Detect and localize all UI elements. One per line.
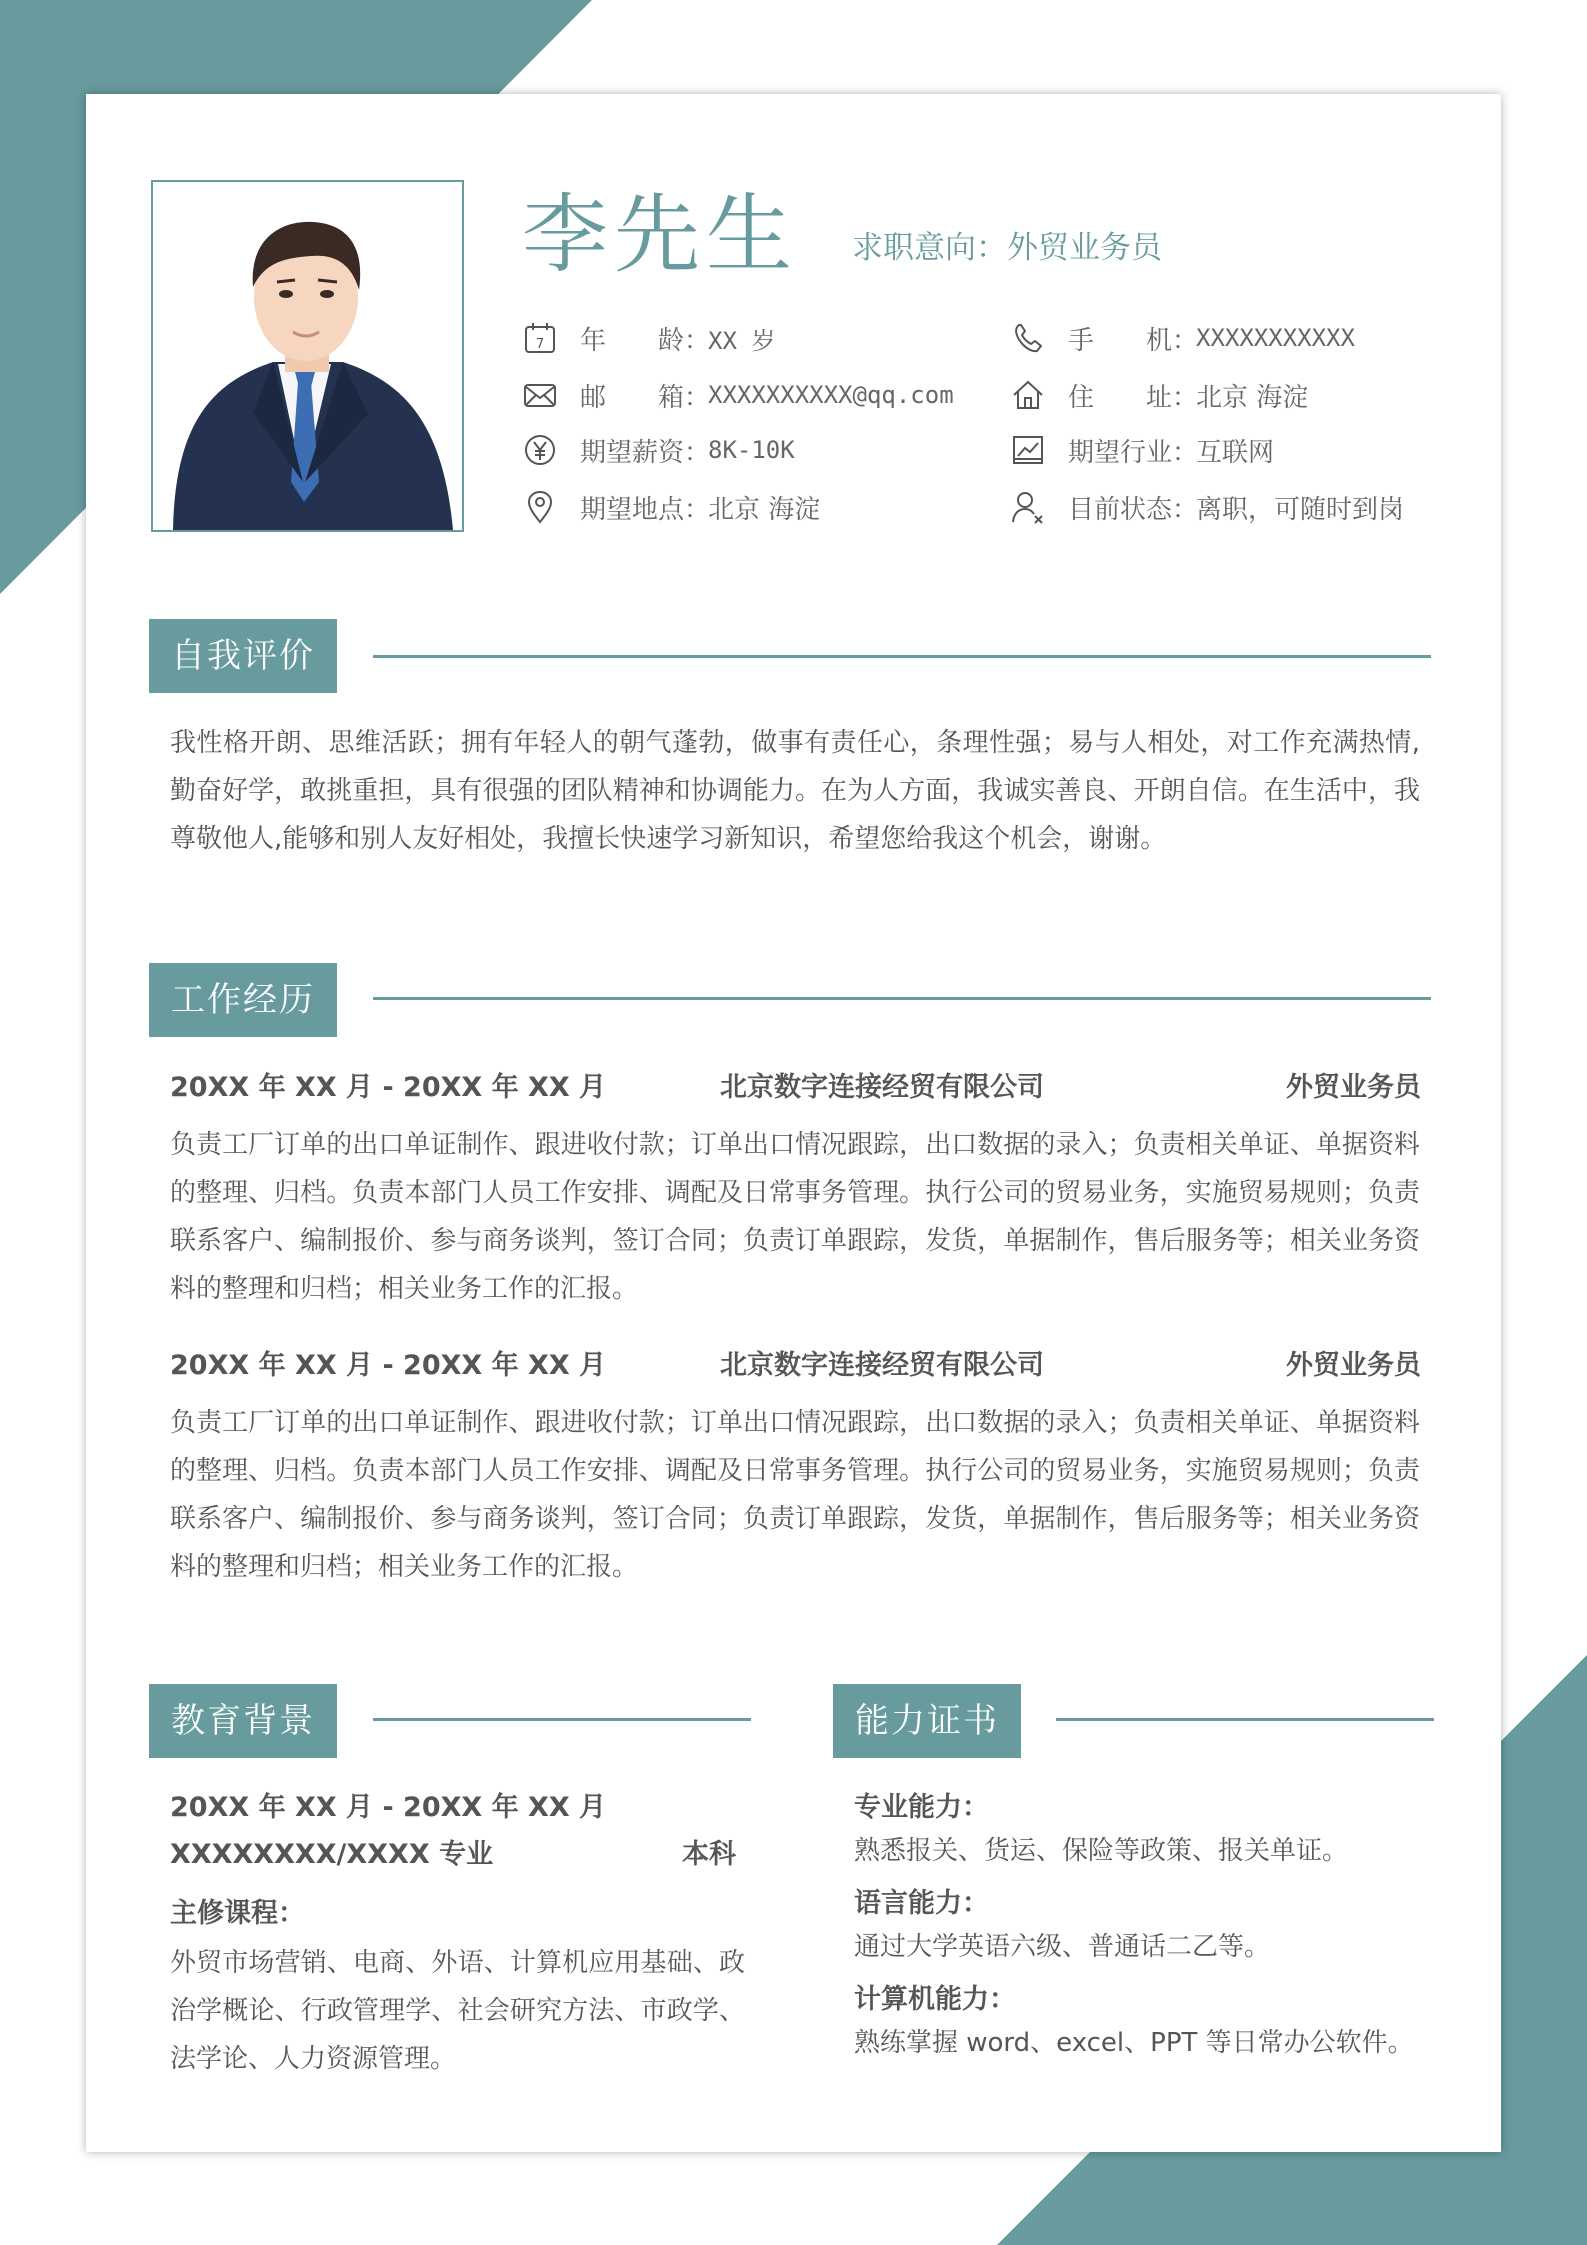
education-header: 教育背景 <box>149 1684 337 1758</box>
skills-header: 能力证书 <box>833 1684 1021 1758</box>
job-intent-value: 外贸业务员 <box>1007 230 1162 266</box>
education-period: 20XX 年 XX 月 - 20XX 年 XX 月 <box>170 1792 607 1823</box>
info-address <box>1010 375 1308 415</box>
self-eval-header: 自我评价 <box>149 619 337 693</box>
education-divider <box>373 1718 751 1721</box>
info-status-value: 离职，可随时到岗 <box>1196 494 1405 525</box>
work-2-desc: 负责工厂订单的出口单证制作、跟进收付款；订单出口情况跟踪，出口数据的录入；负责相关单证、单据资料的整理、归档。负责本部门人员工作安排、调配及日常事务管理。执行公司的贸易业务，实施贸易规则；负责联系客户、编制报价、参与商务谈判，签订合同；负责订单跟踪，发货，单据制作，售后服务等；相关业务资料的整理和归档；相关业务工作的汇报。 <box>170 1408 1420 1582</box>
skill-computer-label: 计算机能力： <box>854 1984 1016 2015</box>
info-address-value: 北京 海淀 <box>1196 382 1309 413</box>
info-email-label: 邮 箱： <box>580 382 711 413</box>
info-age-value: XX 岁 <box>708 326 776 355</box>
home-icon <box>1010 377 1046 413</box>
info-status-label: 目前状态： <box>1068 494 1199 525</box>
yen-icon <box>522 432 558 468</box>
user-status-icon <box>1010 489 1046 525</box>
work-header: 工作经历 <box>149 963 337 1037</box>
profile-photo <box>151 180 464 532</box>
info-email-value: XXXXXXXXXX@qq.com <box>708 381 954 409</box>
info-age <box>522 318 775 358</box>
self-eval-text: 我性格开朗、思维活跃；拥有年轻人的朝气蓬勃，做事有责任心，条理性强；易与人相处，对工作充满热情,勤奋好学，敢挑重担，具有很强的团队精神和协调能力。在为人方面，我诚实善良、开朗自信。在生活中，我尊敬他人,能够和别人友好相处，我擅长快速学习新知识，希望您给我这个机会，谢谢。 <box>170 728 1420 854</box>
education-courses: 外贸市场营销、电商、外语、计算机应用基础、政治学概论、行政管理学、社会研究方法、市政学、法学论、人力资源管理。 <box>170 1948 745 2074</box>
avatar <box>153 182 462 530</box>
job-intent-label: 求职意向： <box>852 230 1007 266</box>
skill-computer-text: 熟练掌握 word、excel、PPT 等日常办公软件。 <box>854 2028 1414 2058</box>
skills-divider <box>1056 1718 1434 1721</box>
job-intent <box>852 226 1162 270</box>
svg-text:7: 7 <box>535 337 545 352</box>
work-1-role: 外贸业务员 <box>1286 1072 1421 1103</box>
resume-paper <box>86 94 1501 2152</box>
skill-language-text: 通过大学英语六级、普通话二乙等。 <box>854 1932 1271 1962</box>
work-2-company: 北京数字连接经贸有限公司 <box>720 1350 1044 1381</box>
candidate-name: 李先生 <box>522 185 798 285</box>
info-phone <box>1010 318 1355 358</box>
work-divider <box>373 997 1431 1000</box>
education-degree: 本科 <box>682 1839 736 1870</box>
info-location-label: 期望地点： <box>580 494 711 525</box>
chart-icon <box>1010 432 1046 468</box>
work-1-period: 20XX 年 XX 月 - 20XX 年 XX 月 <box>170 1072 607 1103</box>
skill-professional-text: 熟悉报关、货运、保险等政策、报关单证。 <box>854 1836 1349 1866</box>
skill-professional-label: 专业能力： <box>854 1792 989 1823</box>
education-major: XXXXXXXX/XXXX 专业 <box>170 1839 494 1870</box>
info-location <box>522 487 820 527</box>
info-status <box>1010 487 1404 527</box>
phone-icon <box>1010 320 1046 356</box>
work-1-company: 北京数字连接经贸有限公司 <box>720 1072 1044 1103</box>
work-2-role: 外贸业务员 <box>1286 1350 1421 1381</box>
info-age-label: 年 龄： <box>580 325 711 356</box>
work-2-period: 20XX 年 XX 月 - 20XX 年 XX 月 <box>170 1350 607 1381</box>
info-salary-value: 8K-10K <box>708 436 795 464</box>
info-industry <box>1010 430 1274 470</box>
info-salary-label: 期望薪资： <box>580 437 711 468</box>
info-industry-value: 互联网 <box>1196 437 1275 468</box>
skill-language-label: 语言能力： <box>854 1888 989 1919</box>
calendar-icon <box>522 320 558 356</box>
info-phone-label: 手 机： <box>1068 325 1199 356</box>
info-email <box>522 375 954 415</box>
info-address-label: 住 址： <box>1068 382 1199 413</box>
self-eval-divider <box>373 655 1431 658</box>
mail-icon <box>522 377 558 413</box>
info-location-value: 北京 海淀 <box>708 494 821 525</box>
info-salary <box>522 430 795 470</box>
education-courses-label: 主修课程： <box>170 1898 305 1929</box>
info-industry-label: 期望行业： <box>1068 437 1199 468</box>
work-1-desc: 负责工厂订单的出口单证制作、跟进收付款；订单出口情况跟踪，出口数据的录入；负责相关单证、单据资料的整理、归档。负责本部门人员工作安排、调配及日常事务管理。执行公司的贸易业务，实施贸易规则；负责联系客户、编制报价、参与商务谈判，签订合同；负责订单跟踪，发货，单据制作，售后服务等；相关业务资料的整理和归档；相关业务工作的汇报。 <box>170 1130 1420 1304</box>
info-phone-value: XXXXXXXXXXX <box>1196 324 1355 352</box>
location-icon <box>522 489 558 525</box>
